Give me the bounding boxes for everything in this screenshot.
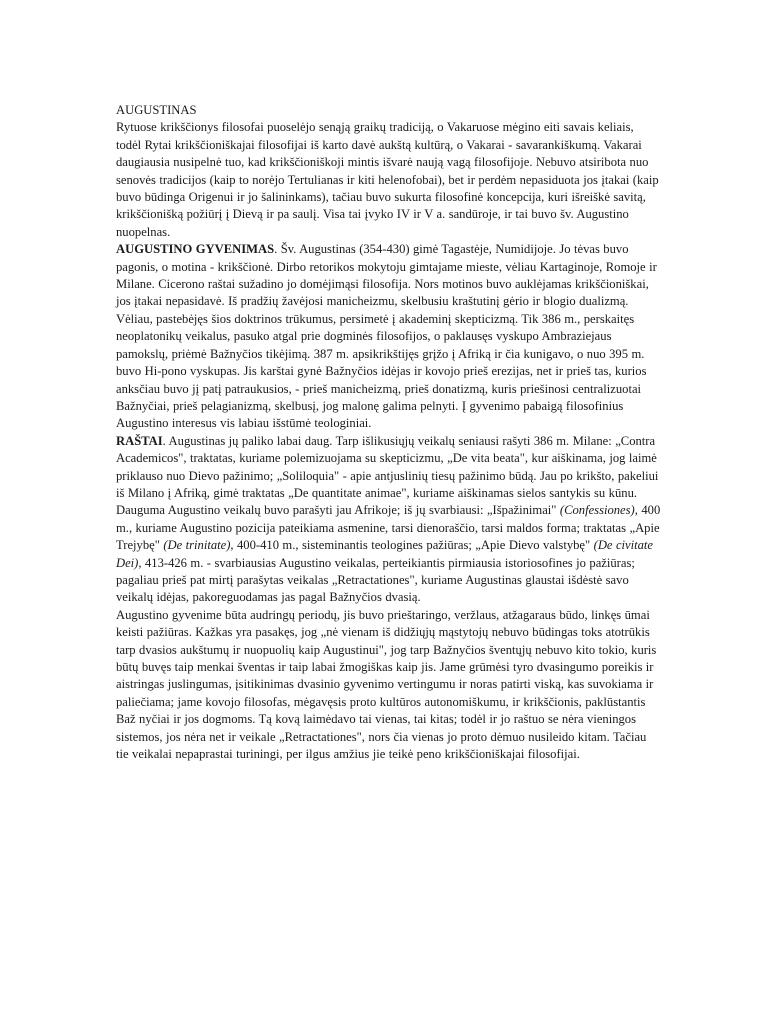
text-block xyxy=(116,102,661,763)
works-paragraph xyxy=(116,433,661,607)
document-title: AUGUSTINAS xyxy=(116,103,197,117)
works-italic-de-civitate-dei: (De civitate Dei), xyxy=(116,538,654,570)
closing-paragraph: Augustino gyvenime būta audringų periodų, jis buvo prieštaringo, veržlaus, atžagaraus būdo, linkęs ūmai keisti pažiūras. Kažkas yra pasakęs, jog „nė vienam iš didžiųjų mąstytojų nebuvo būdingas toks atotrūkis tarp dvasios aukštumų ir nuopuolių kaip Augustinui", jog tarp Bažnyčios šventųjų nebuvo kito tokio, kuris būtų buvęs taip menkai šventas ir taip labai žmogiškas kaip jis. Jame grūmėsi tyro dvasingumo poreikis ir aistringas juslingumas, įsitikinimas dvasinio gyvenimo vertingumu ir noras patirti viską, kas suvokiama ir paliečiama; jame kovojo filosofas, mėgavęsis proto kultūros autonomiškumu, ir krikščionis, paklūstantis Baž nyčiai ir jos dogmoms. Tą kovą laimėdavo tai vienas, tai kitas; todėl ir jo raštuo se nėra vieningos sistemos, jos nėra net ir veikale „Retractationes", nors čia vienas jo proto dėmuo nusileido kitam. Tačiau tie veikalai nepaprastai turiningi, per ilgus amžius jie teikė peno krikščioniškajai filosofijai. xyxy=(116,607,657,762)
life-paragraph xyxy=(116,241,661,432)
intro-paragraph: Rytuose krikščionys filosofai puoselėjo senąją graikų tradiciją, o Vakaruose mėgino eiti savais keliais, todėl Rytai krikščioniškajai filosofijai iš karto davė aukštą kultūrą, o Vakarai - savarankiškumą. Vakarai daugiausia nusipelnė tuo, kad krikščioniškoji mintis išvarė naują vagą filosofijoje. Nebuvo atsiribota nuo senovės tradicijos (kaip to norėjo Tertulianas ir kiti helenofobai), bet ir perdėm nepasiduota jos įtakai (kaip buvo būdinga Origenui ir jo šalininkams), tačiau buvo sukurta filosofinė koncepcija, kuri išreiškė savitą, krikščionišką požiūrį į Dievą ir pa saulį. Visa tai įvyko IV ir V a. sandūroje, ir tai buvo šv. Augustino nuopelnas. xyxy=(116,120,659,239)
life-text: . Šv. Augustinas (354-430) gimė Tagastėje, Numidijoje. Jo tėvas buvo pagonis, o motina - krikščionė. Dirbo retorikos mokytoju gimtajame mieste, vėliau Kartaginoje, Romoje ir Milane. Cicerono raštai sužadino jo domėjimąsi filosofija. Nors motinos buvo auklėjamas krikščioniškai, jos įtakai nepasidavė. Iš pradžių žavėjosi manicheizmu, skelbusiu kraštutinį gėrio ir blogio dualizmą. Vėliau, pastebėjęs šios doktrinos trūkumus, persimetė į akademinį skepticizmą. Tik 386 m., perskaitęs neoplatonikų veikalus, pasuko atgal prie dogminės filosofijos, o paklausęs vyskupo Ambraziejaus pamokslų, priėmė Bažnyčios tikėjimą. 387 m. apsikrikštijęs grįžo į Afriką ir čia kunigavo, o nuo 395 m. buvo Hi-pono vyskupas. Jis karštai gynė Bažnyčios idėjas ir kovojo prieš erezijas, net ir prieš tas, kurios anksčiau buvo jį patį patraukusios, - prieš manicheizmą, prieš donatizmą, kuris priešinosi centralizuotai Bažnyčiai, prieš pelagianizmą, skelbusį, jog malonę galima pelnyti. Į gyvenimo pabaigą filosofinius Augustino interesus vis labiau išstūmė teologiniai. xyxy=(116,242,657,431)
works-text-2: 400 m., kuriame Augustino pozicija pateikiama asmenine, tarsi dienoraščio, tarsi maldos forma; traktatas „Apie Trejybę" xyxy=(116,503,661,553)
life-heading: AUGUSTINO GYVENIMAS xyxy=(116,242,275,257)
works-text-3: 400-410 m., sisteminantis teologines pažiūras; „Apie Dievo valstybę" xyxy=(233,538,594,553)
works-italic-de-trinitate: (De trinitate), xyxy=(163,538,234,553)
works-heading: RAŠTAI xyxy=(116,433,163,448)
works-text-4: 413-426 m. - svarbiausias Augustino veikalas, perteikiantis pirmiausia istoriosofines jo pažiūras; pagaliau prieš pat mirtį parašytas veikalas „Retractationes", kuriame Augustinas glaustai išdėstė savo veikalų idėjas, pakoreguodamas jas pagal Bažnyčios dvasią. xyxy=(116,555,635,605)
works-italic-confessiones: (Confessiones), xyxy=(559,503,638,518)
works-text-1: . Augustinas jų paliko labai daug. Tarp išlikusiųjų veikalų seniausi rašyti 386 m. Milane: „Contra Academicos", traktatas, kuriame polemizuojama su skepticizmu, „De vita beata", kur aiškinama, jog laimė priklauso nuo Dievo pažinimo; „Soliloquia" - apie antjuslinių tiesų pažinimo būdą. Jau po krikšto, pakeliui iš Milano į Afriką, gimė traktatas „De quantitate animae", kuriame aiškinamas sielos santykis su kūnu. Dauguma Augustino veikalų buvo parašyti jau Afrikoje; iš jų svarbiausi: „Išpažinimai" xyxy=(116,433,659,518)
